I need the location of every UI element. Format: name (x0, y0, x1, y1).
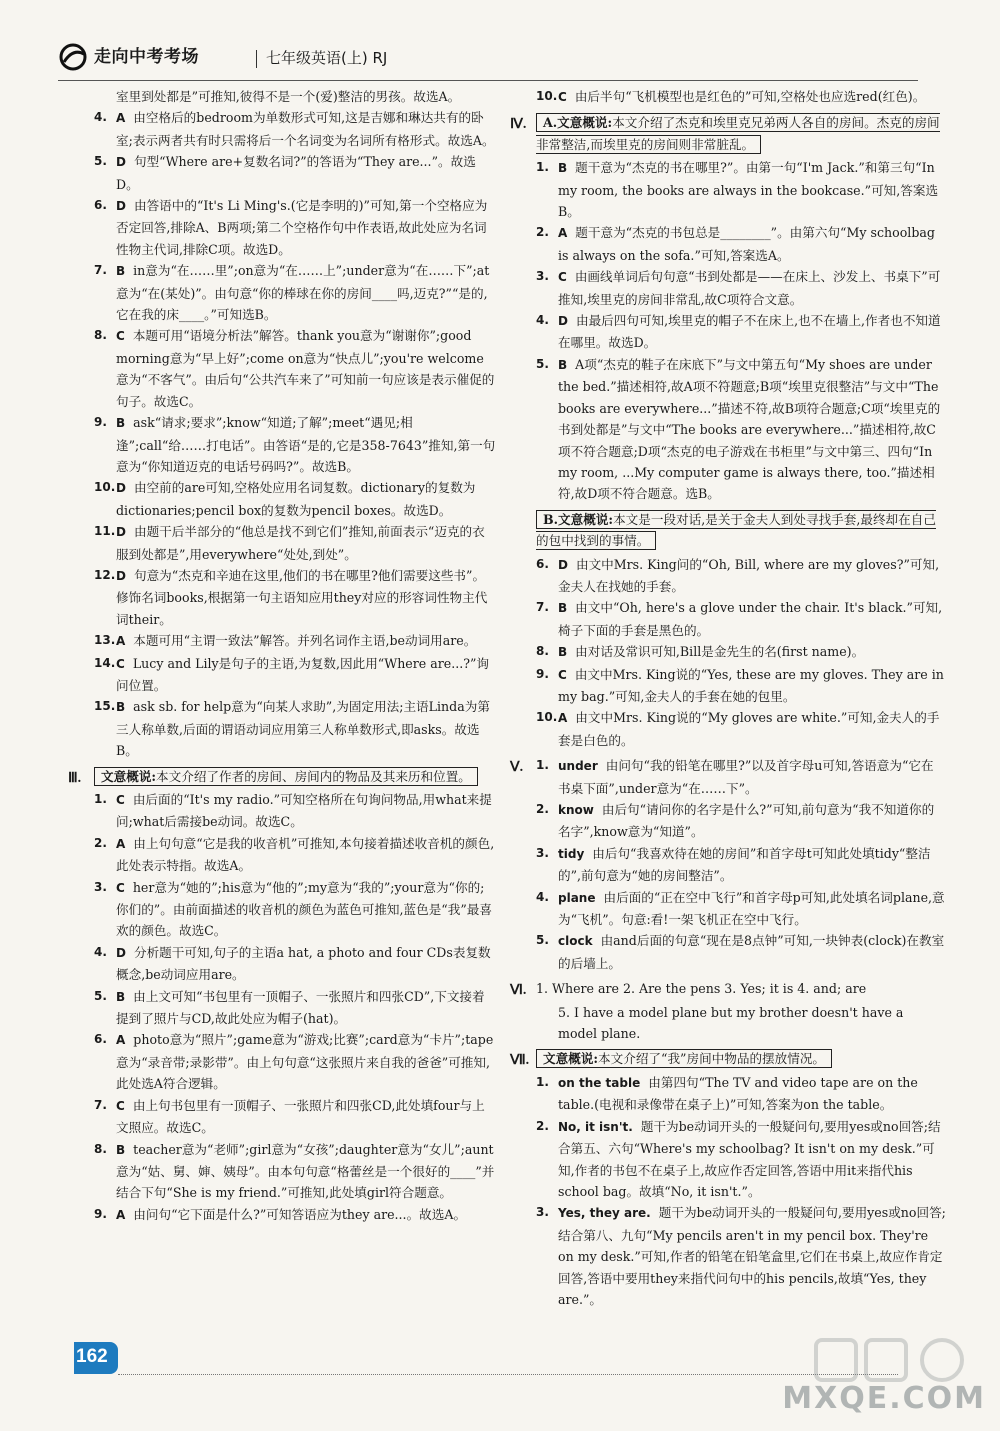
item-answer: D (116, 525, 126, 540)
item-explanation: 句型“Where are+复数名词?”的答语为“They are...”。故选D。 (116, 154, 476, 192)
item-explanation: 由对话及常识可知,Bill是金先生的名(first name)。 (575, 644, 865, 660)
item-number: 9. (536, 666, 549, 681)
item-number: 2. (536, 802, 549, 816)
answer-item (536, 597, 946, 641)
item-explanation: 由后句“请问你的名字是什么?”可知,前句意为“我不知道你的名字”,know意为“知道”。 (558, 802, 935, 840)
answer-item (94, 107, 496, 151)
item-explanation: 由问句“我的铅笔在哪里?”以及首字母u可知,答语意为“它在书桌下面”,under意为“在……下”。 (558, 758, 934, 796)
item-answer: C (558, 270, 567, 285)
item-number: 8. (94, 328, 107, 343)
item-number: 6. (536, 556, 549, 571)
item-number: 4. (94, 110, 107, 125)
section-numeral: Ⅶ. (510, 1053, 530, 1069)
item-number: 3. (94, 879, 107, 894)
answer-item (536, 554, 946, 598)
item-explanation: 题干意为“杰克的书包总是________”。由第六句“My schoolbag is always on the sofa.”可知,答案选A。 (558, 225, 935, 263)
item-number: 7. (94, 1097, 107, 1112)
item-number: 7. (536, 600, 549, 615)
item-answer: B (558, 161, 568, 176)
item-answer: clock (558, 934, 593, 949)
answer-item (94, 151, 496, 195)
item-answer: A (116, 1207, 126, 1222)
item-answer: on the table (558, 1075, 641, 1090)
item-explanation: 由上句书包里有一顶帽子、一张照片和四张CD,此处填four与上文照应。故选C。 (116, 1097, 485, 1136)
item-number: 6. (94, 198, 107, 213)
answer-item (536, 887, 946, 931)
item-explanation: 题干意为“杰克的书在哪里?”。由第一句“I'm Jack.”和第三句“In my room, the books are always in the bookcase.”可知,答案选B。 (558, 160, 939, 220)
answer-item (536, 222, 946, 266)
item-number: 2. (536, 225, 549, 240)
item-explanation: A项“杰克的鞋子在床底下”与文中第五句“My shoes are under the bed.”描述相符,故A项不符题意;B项“埃里克很整洁”与文中“The books are everywhere...”描述不符,故B项符合题意;C项“埃里克的书到处都是”与文中“The books are everywhere...”描述相符,故C项不符合题意;D项“杰克的电子游戏在书柜里”与文中第三、四句“In my room, ...My computer game is always there, too.”描述相符,故D项不符合题意。选B。 (558, 356, 941, 502)
answer-item (536, 354, 946, 505)
answer-item (536, 641, 946, 663)
item-explanation: 由文中Mrs. King说的“My gloves are white.”可知,金夫人的手套是白色的。 (558, 710, 940, 748)
item-explanation: 由文中“Oh, here's a glove under the chair. It's black.”可知,椅子下面的手套是黑色的。 (558, 600, 943, 638)
section-numeral: Ⅲ. (68, 770, 82, 786)
answer-item (94, 521, 496, 565)
item-number: 6. (94, 1032, 107, 1047)
item-explanation: 由上文可知“书包里有一顶帽子、一张照片和四张CD”,下文接着提到了照片与CD,故此处应为帽子(hat)。 (116, 988, 485, 1027)
answer-item (536, 1072, 946, 1116)
book-logo-icon (58, 42, 88, 72)
item-answer: know (558, 803, 594, 817)
item-explanation: ask“请求;要求”;know“知道;了解”;meet“遇见;相逢”;call“给……打电话”。由答语“是的,它是358-7643”推知,第一句意为“你知道迈克的电话号码吗?”。故选B。 (116, 415, 496, 474)
item-answer: C (116, 880, 125, 895)
page-number: 162 (76, 1346, 108, 1367)
summary-label: 文意概说: (101, 768, 157, 784)
item-answer: A (116, 634, 126, 649)
item-answer: C (116, 329, 125, 344)
item-explanation: 由后句“我喜欢待在她的房间”和首字母t可知此处填tidy“整洁的”,前句意为“她的房间整洁”。 (558, 845, 931, 884)
series-title: 走向中考考场 (94, 47, 199, 67)
item-answer: A (116, 111, 126, 126)
answer-item (94, 630, 496, 652)
item-explanation: Lucy and Lily是句子的主语,为复数,因此用“Where are...?”询问位置。 (116, 655, 490, 693)
answer-item (536, 1202, 946, 1310)
answer-item (94, 325, 496, 412)
item-answer: D (116, 155, 126, 170)
watermark-text: MXQE.COM (782, 1381, 986, 1416)
answer-item (94, 477, 496, 521)
item-answer: D (116, 199, 126, 214)
answer-item (94, 986, 496, 1030)
item-answer: B (116, 264, 126, 279)
item-number: 3. (536, 845, 549, 860)
item-answer: A (558, 226, 568, 241)
summary-text: 本文介绍了“我”房间中物品的摆放情况。 (598, 1051, 826, 1067)
item-number: 12. (94, 567, 116, 582)
answer-item (94, 942, 496, 986)
section-summary (510, 112, 946, 155)
section-header (510, 978, 946, 999)
continued-text: 室里到处都是”可推知,彼得不是一个(爱)整洁的男孩。故选A。 (116, 89, 461, 104)
item-number: 4. (536, 889, 549, 904)
item-answer: plane (558, 890, 596, 905)
item-answer: D (116, 945, 126, 960)
page-header (58, 36, 938, 78)
item-number: 8. (94, 1141, 107, 1156)
answer-item (94, 833, 496, 877)
item-answer: D (116, 481, 126, 496)
item-explanation: her意为“她的”;his意为“他的”;my意为“我的”;your意为“你的;你们的”。由前面描述的收音机的颜色为蓝色可推知,蓝色是“我”最喜欢的颜色。故选C。 (116, 879, 492, 939)
item-explanation: 由后面的“正在空中飞行”和首字母p可知,此处填名词plane,意为“飞机”。句意:看!一架飞机正在空中飞行。 (558, 889, 945, 928)
item-number: 5. (94, 154, 107, 169)
section-summary (536, 509, 946, 552)
item-number: 1. (536, 160, 549, 175)
item-number: 10. (536, 89, 558, 103)
item-explanation: 由文中Mrs. King说的“Yes, these are my gloves. They are in my bag.”可知,金夫人的手套在她的包里。 (558, 666, 944, 704)
section-summary (510, 1048, 946, 1069)
item-explanation: 由上句句意“它是我的收音机”可推知,本句接着描述收音机的颜色,此处表示特指。故选A。 (116, 835, 495, 874)
item-answer: D (558, 314, 568, 329)
summary-box (536, 510, 936, 550)
item-explanation: 由空格后的bedroom为单数形式可知,这是吉娜和琳达共有的卧室;表示两者共有时只需将后一个名词变为名词所有格形式。故选A。 (116, 110, 495, 148)
item-number: 1. (536, 758, 549, 773)
item-number: 5. (94, 988, 107, 1003)
item-answer: C (558, 667, 567, 682)
summary-box (536, 113, 940, 153)
item-number: 3. (536, 1205, 549, 1220)
item-number: 9. (94, 1206, 107, 1221)
item-answer: C (558, 90, 567, 104)
header-divider (256, 50, 257, 68)
item-answer: No, it isn't. (558, 1119, 633, 1134)
section-numeral: Ⅳ. (510, 117, 527, 133)
item-number: 10. (94, 480, 116, 495)
answer-item (536, 1116, 946, 1203)
item-number: 4. (536, 313, 549, 328)
summary-label: B.文意概说: (543, 511, 614, 527)
item-number: 2. (536, 1118, 549, 1133)
item-explanation: 由画线单词后句句意“书到处都是——在床上、沙发上、书桌下”可推知,埃里克的房间非常乱,故C项符合文意。 (558, 269, 941, 307)
answer-item (94, 1095, 496, 1139)
item-answer: B (558, 357, 568, 372)
item-answer: C (116, 1098, 125, 1113)
item-answer: C (116, 793, 125, 807)
answer-item (536, 266, 946, 310)
item-explanation: 由最后四句可知,埃里克的帽子不在床上,也不在墙上,作者也不知道在哪里。故选D。 (558, 313, 941, 351)
item-answer: under (558, 759, 598, 774)
item-answer: B (116, 416, 126, 431)
item-explanation: 由答语中的“It's Li Ming's.(它是李明的)”可知,第一个空格应为否定回答,排除A、B两项;第二个空格作句中作表语,故此处应为名词性物主代词,排除C项。故选D。 (116, 198, 488, 257)
item-explanation: in意为“在……里”;on意为“在……上”;under意为“在……下”;at意为“在(某处)”。由句意“你的棒球在你的房间____吗,迈克?”“是的,它在我的床____。”可知选B。 (116, 263, 490, 323)
summary-text: 本文介绍了杰克和埃里克兄弟两人各自的房间。杰克的房间非常整洁,而埃里克的房间则非常脏乱。 (536, 115, 940, 152)
item-number: 7. (94, 263, 107, 278)
item-explanation: 由后面的“It's my radio.”可知空格所在句询问物品,用what来提问;what后需接be动词。故选C。 (116, 792, 492, 830)
answer-item (94, 260, 496, 325)
item-answer: B (558, 601, 568, 616)
answer-item (94, 1139, 496, 1204)
answer-item (94, 1204, 496, 1226)
item-number: 11. (94, 524, 116, 539)
item-number: 5. (536, 356, 549, 371)
answer-line: 1. Where are 2. Are the pens 3. Yes; it is 4. and; are (536, 981, 867, 997)
answer-item (536, 664, 946, 708)
item-explanation: 分析题干可知,句子的主语a hat, a photo and four CDs表复数概念,be动词应用are。 (116, 944, 491, 983)
answer-item (536, 799, 946, 843)
answer-item (94, 412, 496, 477)
item-number: 13. (94, 633, 116, 648)
item-number: 9. (94, 415, 107, 430)
answer-item (536, 707, 946, 751)
item-number: 15. (94, 699, 116, 714)
summary-label: 文意概说: (543, 1051, 599, 1067)
item-number: 5. (536, 933, 549, 948)
item-explanation: 句意为“杰克和辛迪在这里,他们的书在哪里?他们需要这些书”。修饰名词books,根据第一句主语知应用they对应的形容词性物主代词their。 (116, 567, 488, 627)
answer-item (536, 86, 946, 108)
item-answer: B (116, 989, 126, 1004)
item-answer: B (116, 1142, 126, 1157)
answer-item (536, 843, 946, 887)
answer-item (94, 1029, 496, 1094)
answer-item (94, 696, 496, 761)
answer-line: 5. I have a model plane but my brother doesn't have a model plane. (558, 1004, 904, 1042)
item-answer: A (116, 1033, 126, 1048)
item-explanation: ask sb. for help意为“向某人求助”,为固定用法;主语Linda为第三人称单数,后面的谓语动词应用第三人称单数形式,即asks。故选B。 (116, 699, 490, 759)
item-explanation: photo意为“照片”;game意为“游戏;比赛”;card意为“卡片”;tape意为“录音带;录影带”。由上句句意“这张照片来自我的爸爸”可推知,此处选A符合逻辑。 (116, 1032, 494, 1092)
item-explanation: 本题可用“语境分析法”解答。thank you意为“谢谢你”;good morning意为“早上好”;come on意为“快点儿”;you're welcome意为“不客气”。由后句“公共汽车来了”可知前一句应该是表示催促的句子。故选C。 (116, 328, 495, 409)
answer-item (536, 930, 946, 974)
item-explanation: 题干为be动词开头的一般疑问句,要用yes或no回答;结合第八、九句“My pencils aren't in my pencil box. They're on my desk.”可知,作者的铅笔在铅笔盒里,它们在书桌上,故应作肯定回答,答语中要用they来指代问句中的his pencils,故填“Yes, they are.”。 (558, 1205, 946, 1307)
answer-item (94, 565, 496, 630)
answer-item (536, 755, 946, 799)
item-number: 1. (536, 1074, 549, 1089)
item-explanation: 由and后面的句意“现在是8点钟”可知,一块钟表(clock)在教室的后墙上。 (558, 933, 945, 971)
item-explanation: 由问句“它下面是什么?”可知答语应为they are...。故选A。 (133, 1206, 467, 1222)
answer-item (94, 789, 496, 833)
answer-item (94, 653, 496, 697)
item-answer: A (116, 836, 126, 851)
summary-text: 本文是一段对话,是关于金夫人到处寻找手套,最终却在自己的包中找到的事情。 (536, 511, 936, 549)
item-explanation: 本题可用“主谓一致法”解答。并列名词作主语,be动词用are。 (133, 633, 477, 649)
item-answer: D (558, 557, 568, 572)
item-answer: C (116, 656, 125, 671)
item-number: 14. (94, 655, 116, 670)
section-numeral: Ⅵ. (510, 983, 527, 999)
item-number: 1. (94, 792, 107, 806)
book-subtitle: 七年级英语(上) RJ (266, 49, 388, 67)
item-answer: tidy (558, 846, 585, 861)
answer-item (536, 157, 946, 222)
item-number: 2. (94, 835, 107, 850)
item-answer: A (558, 711, 568, 726)
summary-text: 本文介绍了作者的房间、房间内的物品及其来历和位置。 (156, 768, 471, 784)
summary-label: A.文意概说: (543, 115, 613, 131)
answer-item (94, 195, 496, 260)
item-explanation: 由第四句“The TV and video tape are on the table.(电视和录像带在桌子上)”可知,答案为on the table。 (558, 1074, 918, 1113)
item-explanation: 由后半句“飞机模型也是红色的”可知,空格处也应选red(红色)。 (574, 89, 926, 104)
item-number: 8. (536, 644, 549, 659)
item-answer: D (116, 568, 126, 583)
section-summary (68, 766, 496, 787)
item-explanation: 由文中Mrs. King问的“Oh, Bill, where are my gloves?”可知,金夫人在找她的手套。 (558, 556, 940, 594)
section-numeral: Ⅴ. (510, 760, 524, 776)
right-column (510, 86, 946, 1310)
answer-item (94, 877, 496, 942)
summary-box (536, 1049, 832, 1068)
header-rule (58, 80, 918, 81)
left-column (68, 86, 496, 1226)
summary-box (94, 767, 478, 786)
item-number: 4. (94, 944, 107, 959)
item-number: 3. (536, 269, 549, 284)
item-number: 10. (536, 710, 558, 725)
item-explanation: teacher意为“老师”;girl意为“女孩”;daughter意为“女儿”;aunt意为“姑、舅、婶、姨母”。由本句句意“格蕾丝是一个很好的____”并结合下句“She is my friend.”可推知,此处填girl符合题意。 (116, 1141, 495, 1201)
item-answer: B (558, 645, 568, 660)
item-explanation: 题干为be动词开头的一般疑问句,要用yes或no回答;结合第五、六句“Where's my schoolbag? It isn't on my desk.”可知,作者的书包不在桌子上,故应作否定回答,答语中用it来指代his school bag。故填“No, it isn't.”。 (558, 1118, 941, 1199)
item-answer: B (116, 700, 126, 715)
answer-item (536, 310, 946, 354)
item-explanation: 由题干后半部分的“他总是找不到它们”推知,前面表示“迈克的衣服到处都是”,用everywhere“处处,到处”。 (116, 524, 485, 562)
item-explanation: 由空前的are可知,空格处应用名词复数。dictionary的复数为dictionaries;pencil box的复数为pencil boxes。故选D。 (116, 480, 476, 518)
item-answer: Yes, they are. (558, 1206, 651, 1221)
